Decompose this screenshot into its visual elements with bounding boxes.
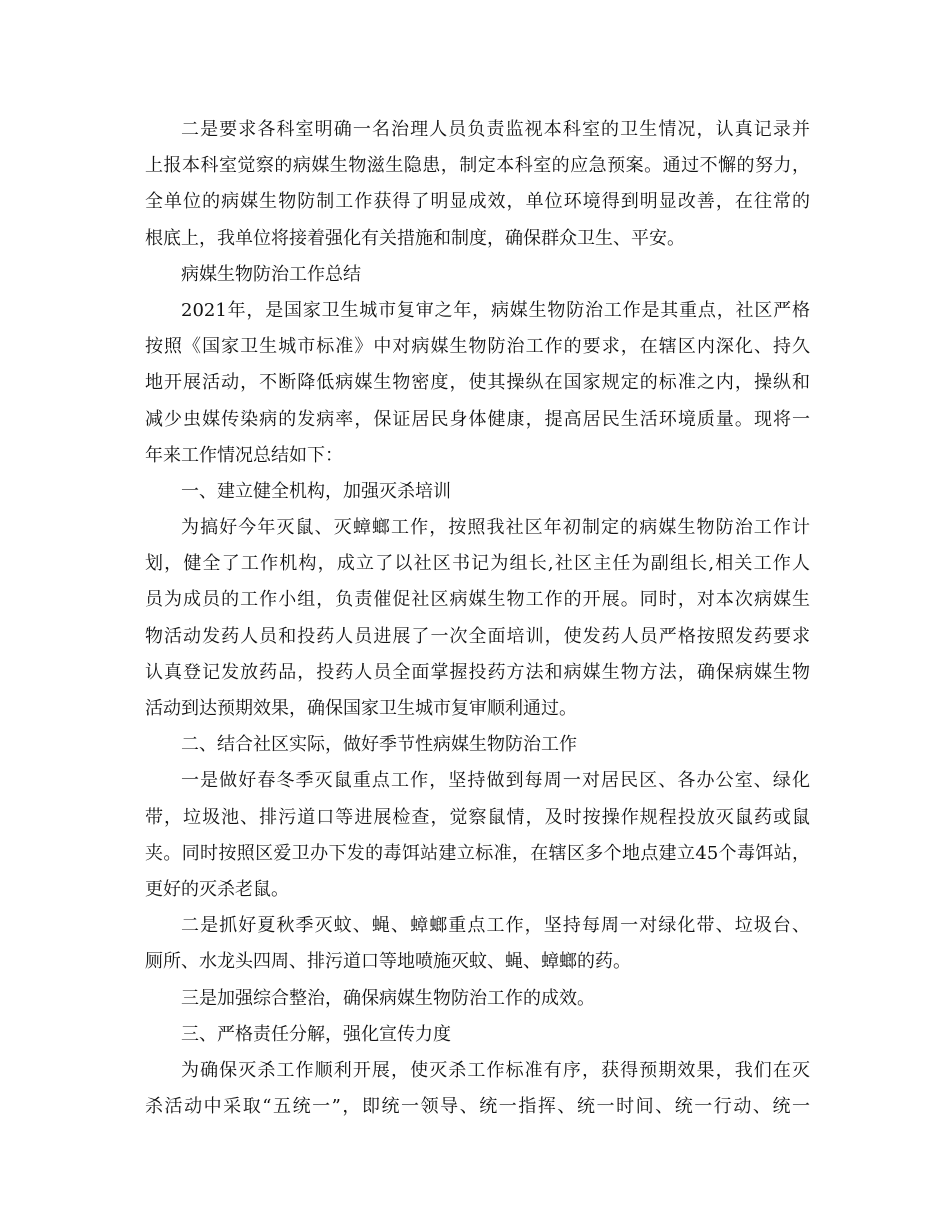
paragraph-line: 为搞好今年灭鼠、灭蟑螂工作，按照我社区年初制定的病媒生物防治工作计 xyxy=(181,517,810,539)
section-heading: 三、严格责任分解，强化宣传力度 xyxy=(181,1023,451,1045)
paragraph-line: 厕所、水龙头四周、排污道口等地喷施灭蚊、蝇、蟑螂的药。 xyxy=(145,951,631,973)
paragraph-line: 二是要求各科室明确一名治理人员负责监视本科室的卫生情况，认真记录并 xyxy=(181,119,810,140)
section-title: 病媒生物防治工作总结 xyxy=(181,263,361,285)
paragraph-line: 活动到达预期效果，确保国家卫生城市复审顺利通过。 xyxy=(145,698,577,719)
paragraph-line: 年来工作情况总结如下： xyxy=(145,444,343,466)
paragraph-line: 为确保灭杀工作顺利开展，使灭杀工作标准有序，获得预期效果，我们在灭 xyxy=(181,1059,810,1081)
paragraph-line: 二是抓好夏秋季灭蚊、蝇、蟑螂重点工作，坚持每周一对绿化带、垃圾台、 xyxy=(181,915,810,937)
paragraph-line: 更好的灭杀老鼠。 xyxy=(145,878,289,900)
paragraph-line: 三是加强综合整治，确保病媒生物防治工作的成效。 xyxy=(181,987,595,1009)
paragraph-line: 员为成员的工作小组，负责催促社区病媒生物工作的开展。同时，对本次病媒生 xyxy=(145,589,810,611)
paragraph-line: 上报本科室觉察的病媒生物滋生隐患，制定本科室的应急预案。通过不懈的努力， xyxy=(145,155,810,177)
paragraph-line: 按照《国家卫生城市标准》中对病媒生物防治工作的要求，在辖区内深化、持久 xyxy=(145,336,810,358)
paragraph-line: 认真登记发放药品，投药人员全面掌握投药方法和病媒生物方法，确保病媒生物 xyxy=(145,661,810,683)
paragraph-line: 2021年，是国家卫生城市复审之年，病媒生物防治工作是其重点，社区严格 xyxy=(181,299,810,321)
section-heading: 二、结合社区实际，做好季节性病媒生物防治工作 xyxy=(181,734,577,756)
paragraph-line: 带，垃圾池、排污道口等进展检查，觉察鼠情，及时按操作规程投放灭鼠药或鼠 xyxy=(145,806,810,828)
paragraph-line: 杀活动中采取“五统一”，即统一领导、统一指挥、统一时间、统一行动、统一 xyxy=(145,1096,810,1118)
paragraph-line: 地开展活动，不断降低病媒生物密度，使其操纵在国家规定的标准之内，操纵和 xyxy=(145,372,810,394)
paragraph-line: 划，健全了工作机构，成立了以社区书记为组长,社区主任为副组长,相关工作人 xyxy=(145,553,810,575)
paragraph-line: 全单位的病媒生物防制工作获得了明显成效，单位环境得到明显改善，在往常的 xyxy=(145,191,810,213)
section-heading: 一、建立健全机构，加强灭杀培训 xyxy=(181,480,451,502)
paragraph-line: 一是做好春冬季灭鼠重点工作，坚持做到每周一对居民区、各办公室、绿化 xyxy=(181,770,810,792)
paragraph-line: 物活动发药人员和投药人员进展了一次全面培训，使发药人员严格按照发药要求 xyxy=(145,625,810,647)
document-body xyxy=(145,112,810,1125)
paragraph-line: 减少虫媒传染病的发病率，保证居民身体健康，提高居民生活环境质量。现将一 xyxy=(145,408,810,430)
paragraph-line: 夹。同时按照区爱卫办下发的毒饵站建立标准，在辖区多个地点建立45个毒饵站， xyxy=(145,842,810,864)
paragraph-line: 根底上，我单位将接着强化有关措施和制度，确保群众卫生、平安。 xyxy=(145,227,685,249)
